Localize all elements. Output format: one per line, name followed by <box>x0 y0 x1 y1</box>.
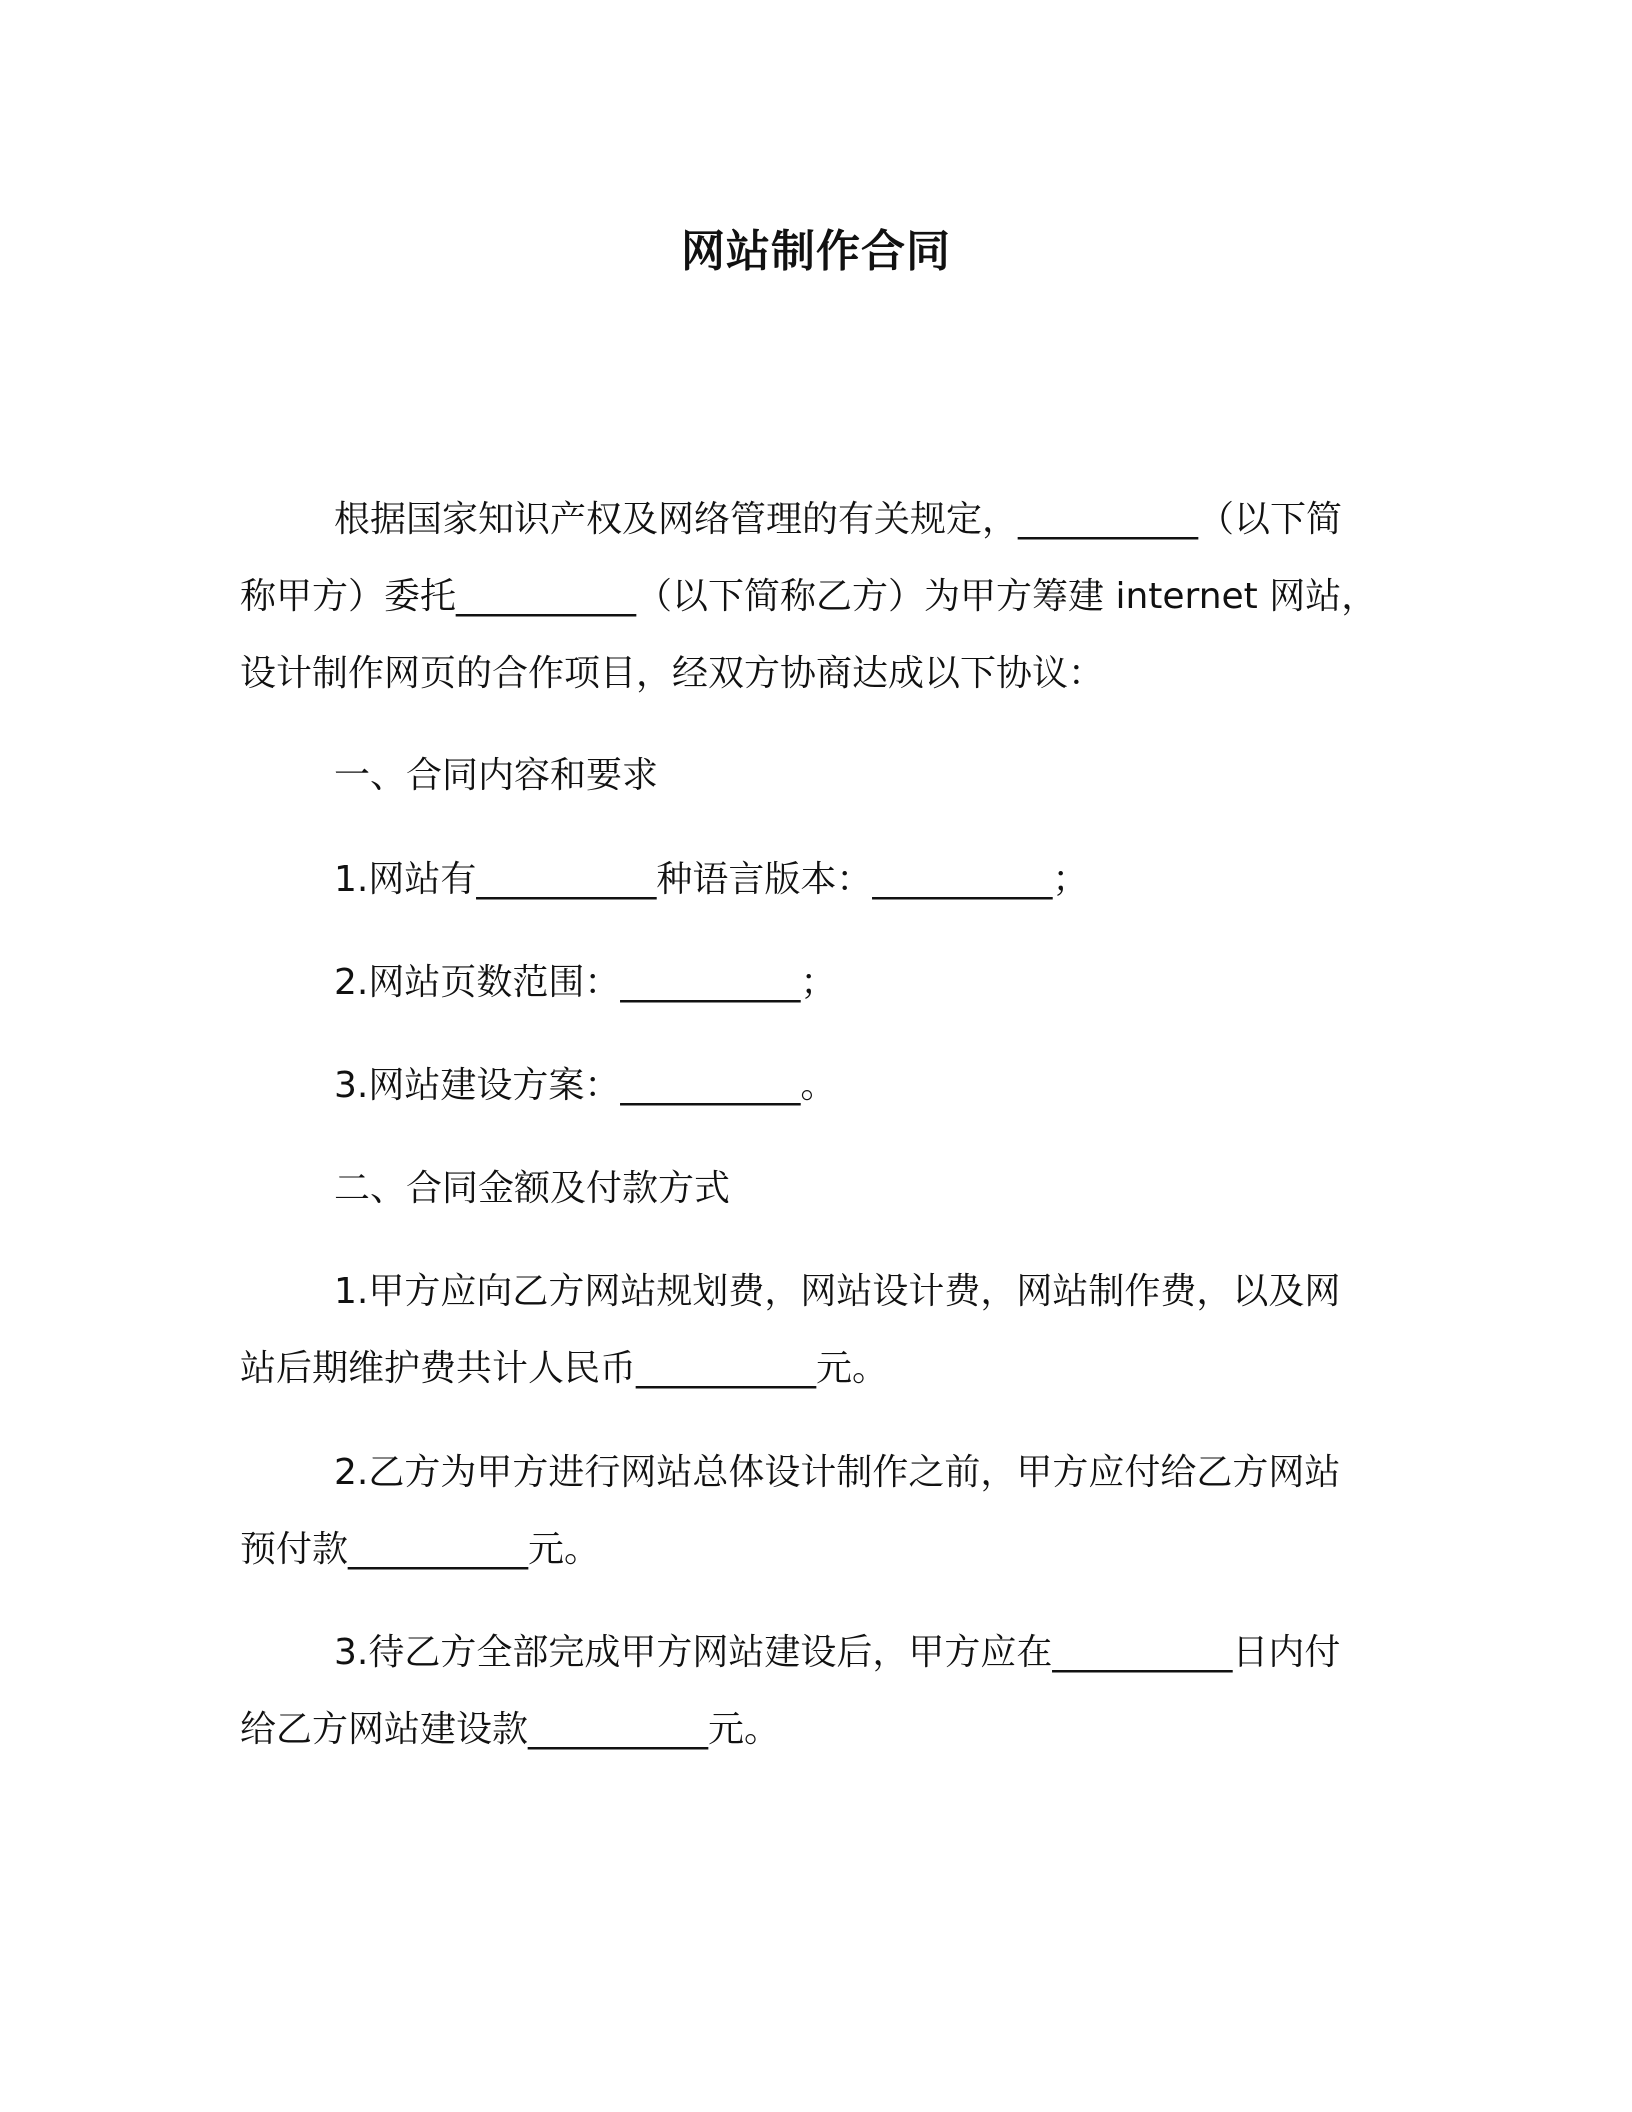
intro-line-2: 称甲方）委托__________（以下简称乙方）为甲方筹建 internet 网站， <box>240 576 1378 617</box>
clause-2-2-line-2: 预付款__________元。 <box>240 1529 601 1570</box>
section-heading-1: 一、合同内容和要求 <box>334 755 659 796</box>
clause-2-1-line-2: 站后期维护费共计人民币__________元。 <box>240 1348 889 1389</box>
clause-1-2: 2.网站页数范围：__________； <box>334 962 837 1003</box>
intro-line-3: 设计制作网页的合作项目，经双方协商达成以下协议： <box>240 653 1105 694</box>
document-title: 网站制作合同 <box>681 226 951 277</box>
clause-1-3: 3.网站建设方案：__________。 <box>334 1065 837 1106</box>
clause-1-1: 1.网站有__________种语言版本：__________； <box>334 859 1089 900</box>
clause-2-3-line-2: 给乙方网站建设款__________元。 <box>240 1709 781 1750</box>
clause-2-1-line-1: 1.甲方应向乙方网站规划费，网站设计费，网站制作费，以及网 <box>334 1271 1341 1312</box>
clause-2-3-line-1: 3.待乙方全部完成甲方网站建设后，甲方应在__________日内付 <box>334 1632 1341 1673</box>
clause-2-2-line-1: 2.乙方为甲方进行网站总体设计制作之前，甲方应付给乙方网站 <box>334 1452 1341 1493</box>
intro-line-1: 根据国家知识产权及网络管理的有关规定，__________（以下简 <box>334 499 1343 540</box>
section-heading-2: 二、合同金额及付款方式 <box>334 1168 731 1209</box>
